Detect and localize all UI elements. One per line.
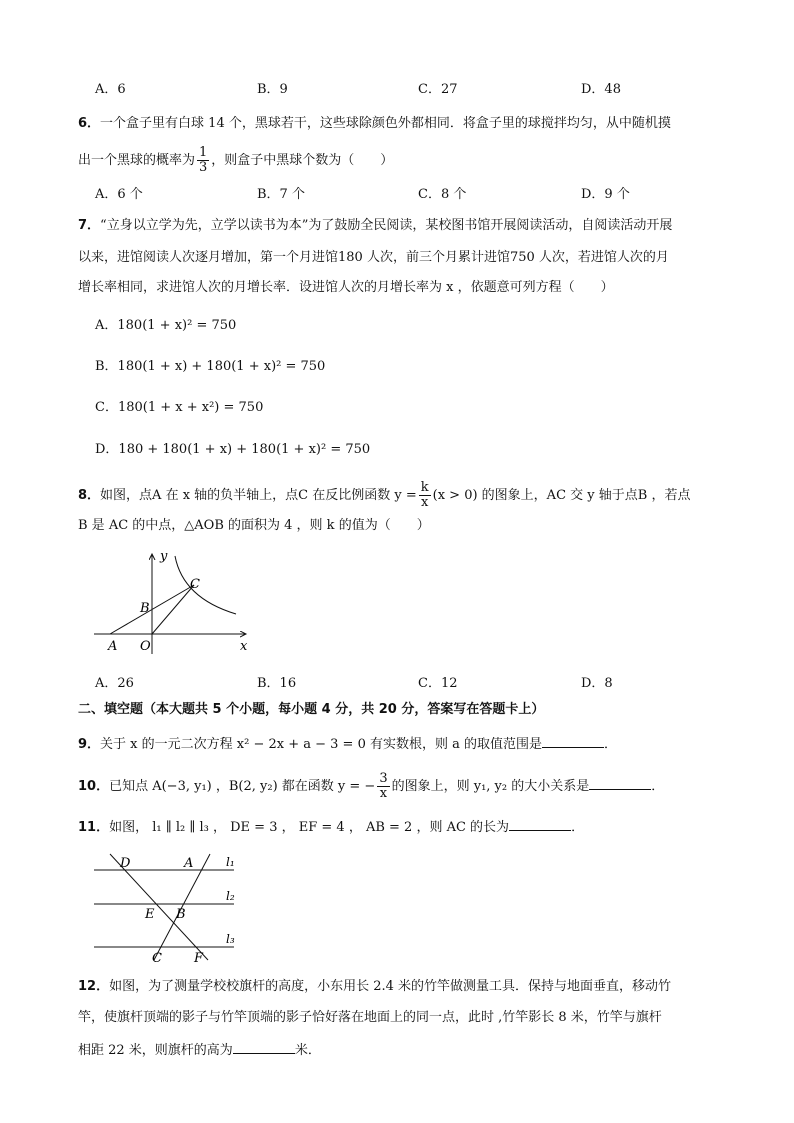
- q12-line-3: 相距 22 米，则旗杆的高为 米．: [78, 1039, 321, 1061]
- q10-number: 10．: [78, 779, 110, 794]
- q6-line-1: 6．一个盒子里有白球 14 个，黑球若干，这些球除颜色外都相同．将盒子里的球搅拌均匀，从中随机摸: [78, 116, 671, 131]
- q6-option-c: C．8 个: [418, 187, 467, 202]
- q11-label-l3: l₃: [226, 932, 235, 946]
- q11-label-l1: l₁: [226, 855, 235, 869]
- q7-option-b: B．180(1 + x) + 180(1 + x)² = 750: [95, 359, 326, 374]
- q11-label-f: F: [194, 951, 204, 964]
- q8-label-y: y: [160, 549, 168, 564]
- q9-answer-blank[interactable]: [542, 733, 604, 748]
- q6-option-d: D．9 个: [581, 187, 630, 202]
- q8-line-1: 8．如图，点A 在 x 轴的负半轴上，点C 在反比例函数 y = $\frac{k}{x}$ (x > 0) 的图象上，AC 交 y 轴于点B ，若点: [78, 480, 691, 510]
- q11-label-d: D: [120, 856, 131, 871]
- q5-option-b: B．9: [257, 82, 288, 97]
- q11-number: 11．: [78, 820, 110, 835]
- q8-label-b: B: [140, 601, 150, 616]
- q7-option-a: A．180(1 + x)² = 750: [95, 318, 237, 333]
- q12-answer-blank[interactable]: [233, 1039, 295, 1054]
- q6-option-b: B．7 个: [257, 187, 305, 202]
- q8-number: 8．: [78, 488, 101, 503]
- q6-option-a: A．6 个: [95, 187, 143, 202]
- q7-line-3: 增长率相同，求进馆人次的月增长率．设进馆人次的月增长率为 x ，依题意可列方程（ ）: [78, 280, 614, 295]
- q10-answer-blank[interactable]: [589, 775, 651, 790]
- q8-figure: [88, 548, 258, 658]
- q8-line-2: B 是 AC 的中点，△AOB 的面积为 4 ，则 k 的值为（ ）: [78, 518, 430, 533]
- q11-figure: [88, 848, 248, 964]
- q5-option-c: C．27: [418, 82, 458, 97]
- q8-label-a: A: [108, 639, 118, 654]
- q12-line-1: 12．如图，为了测量学校校旗杆的高度，小东用长 2.4 米的竹竿做测量工具．保持与地面垂直，移动竹: [78, 979, 672, 994]
- q8-label-x: x: [240, 639, 248, 654]
- q9-number: 9．: [78, 737, 101, 752]
- q10-line: 10．已知点 A(−3, y₁) ，B(2, y₂) 都在函数 y = − $\frac{3}{x}$ 的图象上，则 y₁, y₂ 的大小关系是 ．: [78, 771, 665, 801]
- section-2-title: 二、填空题（本大题共 5 个小题，每小题 4 分，共 20 分，答案写在答题卡上）: [78, 702, 545, 717]
- q11-label-b: B: [176, 907, 186, 922]
- q8-fraction: $\frac{k}{x}$: [420, 480, 429, 510]
- q7-line-2: 以来，进馆阅读人次逐月增加，第一个月进馆180 人次，前三个月累计进馆750 人次，若进馆人次的月: [78, 250, 669, 265]
- q9-line: 9．关于 x 的一元二次方程 x² − 2x + a − 3 = 0 有实数根，则 a 的取值范围是 ．: [78, 733, 617, 755]
- q12-number: 12．: [78, 979, 110, 994]
- q8-option-a: A．26: [95, 676, 134, 691]
- q11-label-l2: l₂: [226, 889, 235, 903]
- q8-option-d: D．8: [581, 676, 613, 691]
- q11-label-c: C: [152, 951, 162, 964]
- q8-label-c: C: [190, 577, 200, 592]
- q11-answer-blank[interactable]: [509, 816, 571, 831]
- q5-option-d: D．48: [581, 82, 621, 97]
- q5-option-a: A．6: [95, 82, 126, 97]
- q7-option-c: C．180(1 + x + x²) = 750: [95, 400, 264, 415]
- q6-fraction: $\frac{1}{3}$: [199, 145, 208, 175]
- q7-line-1: 7．“立身以立学为先，立学以读书为本”为了鼓励全民阅读，某校图书馆开展阅读活动，自阅读活动开展: [78, 218, 673, 233]
- q8-label-o: O: [140, 639, 151, 654]
- q10-fraction: $\frac{3}{x}$: [379, 771, 388, 801]
- q7-number: 7．: [78, 218, 101, 233]
- q8-segment-oc: [152, 585, 194, 634]
- q12-line-2: 竿，使旗杆顶端的影子与竹竿顶端的影子恰好落在地面上的同一点，此时 ,竹竿影长 8 米，竹竿与旗杆: [78, 1010, 662, 1025]
- q6-line-2: 出一个黑球的概率为 $\frac{1}{3}$ ，则盒子中黑球个数为（ ）: [78, 145, 394, 175]
- q8-option-b: B．16: [257, 676, 297, 691]
- q11-label-e: E: [145, 907, 155, 922]
- q6-number: 6．: [78, 116, 101, 131]
- q7-option-d: D．180 + 180(1 + x) + 180(1 + x)² = 750: [95, 442, 371, 457]
- q8-option-c: C．12: [418, 676, 458, 691]
- q11-label-a: A: [184, 856, 194, 871]
- q11-line: 11．如图， l₁ ∥ l₂ ∥ l₃ ， DE = 3 ， EF = 4 ， AB = 2 ，则 AC 的长为 ．: [78, 816, 584, 838]
- q8-hyperbola: [175, 556, 236, 614]
